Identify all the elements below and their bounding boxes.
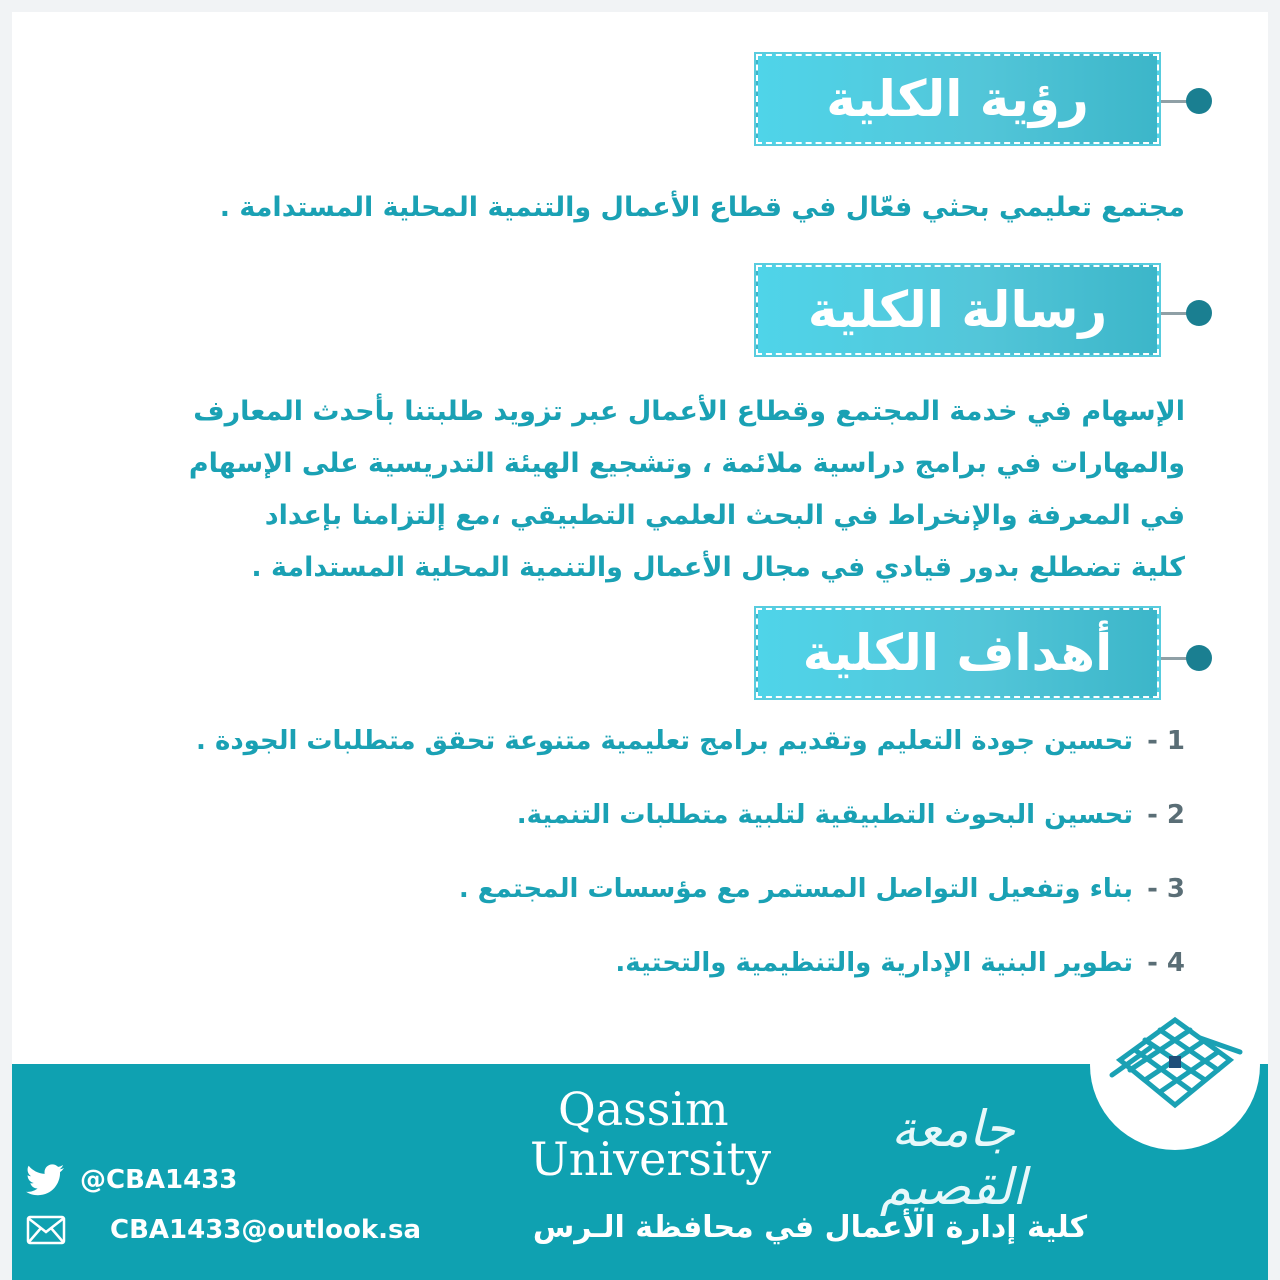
university-en-line2: University [530,1132,772,1186]
goal-number: 2 - [1147,800,1185,830]
mission-heading: رسالة الكلية [756,265,1159,355]
twitter-bird-icon [26,1164,64,1196]
goal-text: بناء وتفعيل التواصل المستمر مع مؤسسات المجتمع . [458,874,1134,904]
goal-item [517,800,1185,830]
goal-item [459,874,1185,904]
college-logo [1090,980,1260,1150]
email-address: CBA1433@outlook.sa [110,1215,422,1245]
goal-item [196,726,1185,756]
university-name-english [530,1082,790,1196]
goal-number: 3 - [1147,874,1185,904]
goal-text: تطوير البنية الإدارية والتنظيمية والتحتية. [615,948,1134,978]
goal-text: تحسين البحوث التطبيقية لتلبية متطلبات التنمية. [516,800,1134,830]
goal-number: 4 - [1147,948,1185,978]
twitter-contact[interactable] [26,1160,237,1200]
college-name: كلية إدارة الأعمال في محافظة الـرس [532,1210,1088,1245]
goal-item [615,948,1185,978]
heading-bullet-dot [1186,88,1212,114]
mission-line: كلية تضطلع بدور قيادي في مجال الأعمال والتنمية المحلية المستدامة . [251,552,1185,583]
envelope-icon [26,1215,66,1245]
vision-heading: رؤية الكلية [756,54,1159,144]
twitter-handle: @CBA1433 [80,1165,238,1195]
university-en-line1: Qassim [558,1082,729,1136]
goals-heading: أهداف الكلية [756,608,1159,698]
mission-line: الإسهام في خدمة المجتمع وقطاع الأعمال عبر تزويد طلبتنا بأحدث المعارف [193,396,1185,427]
university-name-arabic: جامعة القصيم [879,1100,1027,1216]
mission-line: والمهارات في برامج دراسية ملائمة ، وتشجيع الهيئة التدريسية على الإسهام [188,448,1185,479]
mission-line: في المعرفة والإنخراط في البحث العلمي التطبيقي ،مع إلتزامنا بإعداد [264,500,1185,531]
email-contact[interactable] [26,1210,421,1250]
heading-bullet-dot [1186,645,1212,671]
vision-text: مجتمع تعليمي بحثي فعّال في قطاع الأعمال والتنمية المحلية المستدامة . [219,192,1185,223]
college-logo-icon [1090,980,1260,1150]
heading-bullet-dot [1186,300,1212,326]
goal-text: تحسين جودة التعليم وتقديم برامج تعليمية متنوعة تحقق متطلبات الجودة . [196,726,1134,756]
goal-number: 1 - [1147,726,1185,756]
mission-text [189,386,1185,594]
